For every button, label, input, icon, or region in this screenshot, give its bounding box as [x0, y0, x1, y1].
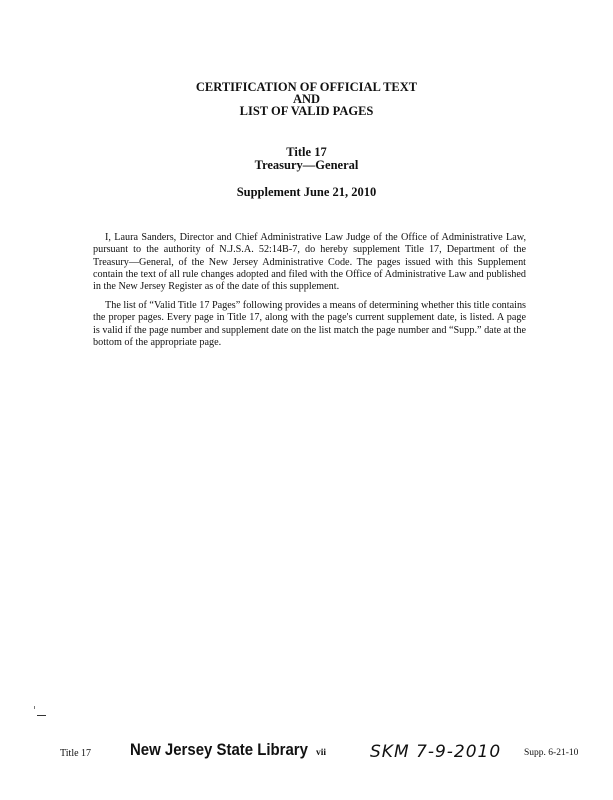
footer-title: Title 17 — [60, 748, 92, 759]
page-number: vii — [316, 748, 327, 758]
handwritten-note: SKM 7-9-2010 — [370, 742, 502, 762]
header-line-2: AND — [292, 92, 321, 106]
header-line-3: LIST OF VALID PAGES — [239, 104, 374, 118]
footer-supplement: Supp. 6-21-10 — [524, 748, 579, 758]
supplement-date: Supplement June 21, 2010 — [236, 185, 377, 199]
document-title: Title 17 — [286, 145, 327, 159]
library-stamp: New Jersey State Library — [130, 740, 308, 759]
body-paragraph-2: The list of “Valid Title 17 Pages” following provides a means of determining whether this title contains the proper pages. Every page in Title 17, along with the page's current supplement date, is listed. A page is valid if the page number and supplement date on the list match the page number and “Supp.” date at the bottom of the appropriate page. — [93, 300, 527, 348]
document-subtitle: Treasury—General — [254, 158, 359, 172]
scan-mark — [34, 706, 35, 709]
header-line-1: CERTIFICATION OF OFFICIAL TEXT — [195, 80, 418, 94]
body-paragraph-1: I, Laura Sanders, Director and Chief Administrative Law Judge of the Office of Administrative Law, pursuant to the authority of N.J.S.A. 52:14B-7, do hereby supplement Title 17, Department of the Treasury—General, of the New Jersey Administrative Code. The pages issued with this Supplement contain the text of all rule changes adopted and filed with the Office of Administrative Law and published in the New Jersey Register as of the date of this supplement. — [93, 232, 526, 293]
scan-mark — [37, 715, 46, 716]
